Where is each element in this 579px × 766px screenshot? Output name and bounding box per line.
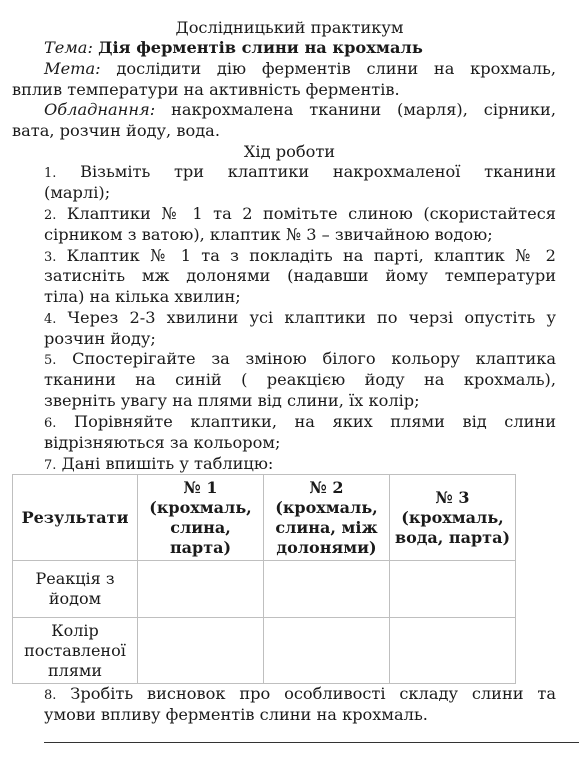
results-table bbox=[12, 474, 516, 684]
equipment-label: Обладнання: bbox=[44, 100, 156, 119]
cell-color-sample-2[interactable] bbox=[264, 618, 390, 684]
step-3-line-1: 3. Клаптик № 1 та з покладіть на парті, клаптик № 2 bbox=[44, 246, 556, 265]
table-row bbox=[13, 561, 516, 618]
cell-iodine-sample-2[interactable] bbox=[264, 561, 390, 618]
page-heading: Дослідницький практикум bbox=[175, 18, 404, 37]
step-4-line-1: 4. Через 2-3 хвилини усі клаптики по черзі опустіть у bbox=[44, 308, 556, 327]
table-row bbox=[13, 618, 516, 684]
equipment-text-1: накрохмалена тканини (марля), сірники, bbox=[171, 100, 556, 119]
equipment-text-2: вата, розчин йоду, вода. bbox=[12, 121, 220, 140]
equipment-line-1 bbox=[44, 100, 556, 121]
topic-text: Дія ферментів слини на крохмаль bbox=[98, 38, 423, 57]
cell-iodine-sample-1[interactable] bbox=[138, 561, 264, 618]
step-8-line-2: умови впливу ферментів слини на крохмаль. bbox=[44, 705, 428, 724]
step-2-line-2: сірником з ватою), клаптик № 3 – звичайною водою; bbox=[44, 225, 493, 244]
step-8-number: 8. bbox=[44, 688, 57, 703]
step-1-line-2: (марлі); bbox=[44, 183, 111, 202]
row-label-iodine-reaction: Реакція з йодом bbox=[13, 561, 138, 618]
topic-line bbox=[44, 38, 423, 59]
row-label-spot-color: Колір поставленої плями bbox=[13, 618, 138, 684]
topic-label: Тема: bbox=[44, 38, 93, 57]
goal-line-1 bbox=[44, 59, 556, 80]
step-4-line-2: розчин йоду; bbox=[44, 329, 156, 348]
step-5-number: 5. bbox=[44, 353, 57, 368]
cell-color-sample-3[interactable] bbox=[390, 618, 516, 684]
cell-color-sample-1[interactable] bbox=[138, 618, 264, 684]
header-results: Результати bbox=[13, 475, 138, 561]
step-7-line-1: 7. Дані впишіть у таблицю: bbox=[44, 454, 274, 473]
header-sample-1: № 1 (крохмаль, слина, парта) bbox=[138, 475, 264, 561]
goal-text-2: вплив температури на активність ферментів. bbox=[12, 80, 400, 99]
step-3-number: 3. bbox=[44, 250, 57, 265]
step-3-line-2: затисніть мж долонями (надавши йому температури bbox=[44, 266, 556, 285]
step-6-line-2: відрізняються за кольором; bbox=[44, 433, 281, 452]
step-5-line-1: 5. Спостерігайте за зміною білого кольору клаптика bbox=[44, 349, 556, 368]
answer-line[interactable] bbox=[44, 742, 579, 743]
step-1-number: 1. bbox=[44, 166, 57, 181]
step-6-number: 6. bbox=[44, 416, 57, 431]
header-sample-3: № 3 (крохмаль, вода, парта) bbox=[390, 475, 516, 561]
step-1-line-1: 1. Візьміть три клаптики накрохмаленої тканини bbox=[44, 162, 556, 181]
step-5-line-3: зверніть увагу на плями від слини, їх колір; bbox=[44, 391, 420, 410]
step-6-line-1: 6. Порівняйте клаптики, на яких плями від слини bbox=[44, 412, 556, 431]
step-2-number: 2. bbox=[44, 208, 57, 223]
procedure-title: Хід роботи bbox=[243, 142, 336, 161]
step-4-number: 4. bbox=[44, 312, 57, 327]
table-header-row bbox=[13, 475, 516, 561]
goal-text-1: дослідити дію ферментів слини на крохмаль, bbox=[116, 59, 556, 78]
cell-iodine-sample-3[interactable] bbox=[390, 561, 516, 618]
step-5-line-2: тканини на синій ( реакцією йоду на крохмаль), bbox=[44, 370, 556, 389]
step-7-number: 7. bbox=[44, 458, 57, 473]
step-8-line-1: 8. Зробіть висновок про особливості складу слини та bbox=[44, 684, 556, 703]
header-sample-2: № 2 (крохмаль, слина, між долонями) bbox=[264, 475, 390, 561]
step-2-line-1: 2. Клаптики № 1 та 2 помітьте слиною (скористайтеся bbox=[44, 204, 556, 223]
goal-label: Мета: bbox=[44, 59, 101, 78]
step-3-line-3: тіла) на кілька хвилин; bbox=[44, 287, 241, 306]
